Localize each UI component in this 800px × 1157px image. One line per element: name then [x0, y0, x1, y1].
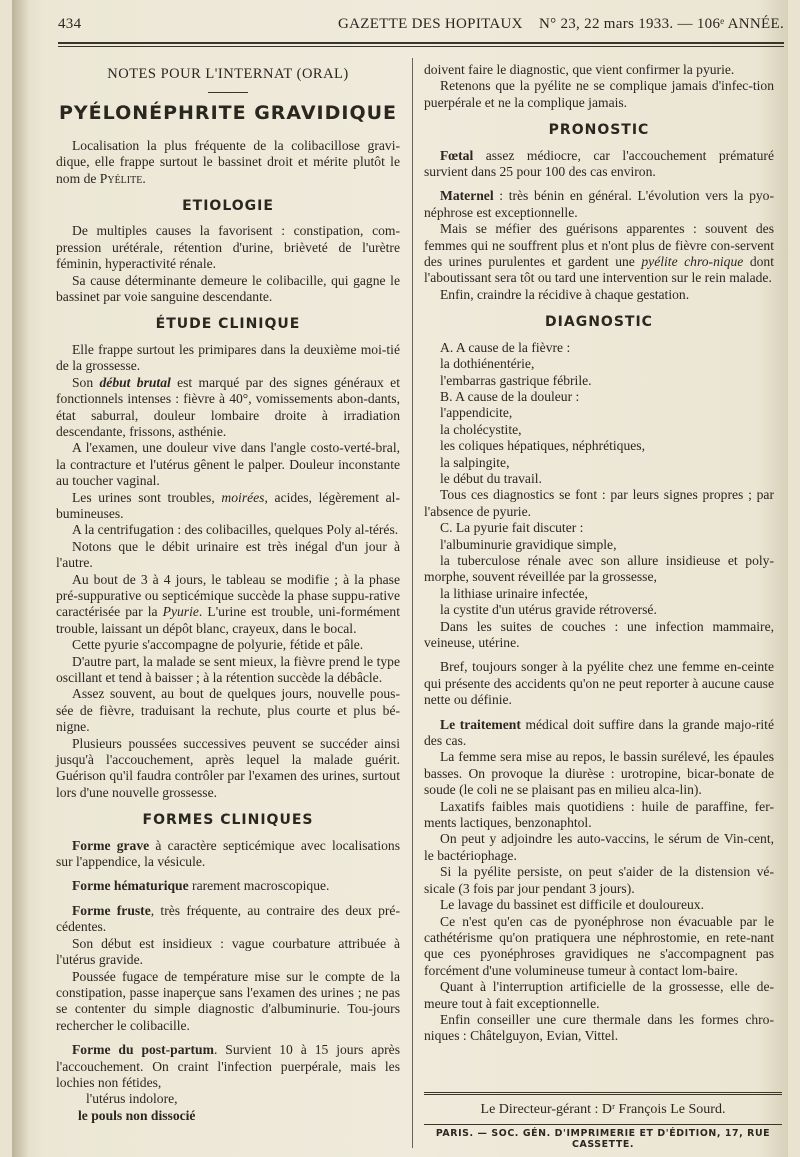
paragraph: Son début est insidieux : vague courbature attribuée à l'utérus gravide.	[56, 935, 400, 968]
paragraph: Quant à l'interruption artificielle de la grossesse, elle de-meure tout à fait exceptionnelle.	[424, 979, 774, 1011]
printer-imprint: PARIS. — SOC. GÉN. D'IMPRIMERIE ET D'ÉDITION, 17, RUE CASSETTE.	[435, 1128, 771, 1150]
list-item: la dothiénentérie,	[440, 356, 535, 372]
paragraph: Bref, toujours songer à la pyélite chez une femme en-ceinte qui présente des accidents qu'on ne peut reporter à aucune cause nette ou définie.	[424, 659, 774, 708]
paragraph: On peut y adjoindre les auto-vaccins, le sérum de Vin-cent, le bactériophage.	[424, 831, 774, 863]
list-item: l'albuminurie gravidique simple,	[440, 536, 617, 552]
heading-pronostic: PRONOSTIC	[548, 122, 650, 139]
paragraph: De multiples causes la favorisent : constipation, com-pression urétérale, rétention d'urine, brièveté de l'urètre féminin, hyperactivité rénale.	[56, 223, 400, 272]
paragraph: Tous ces diagnostics se font : par leurs signes propres ; par l'absence de pyurie.	[424, 487, 774, 519]
paragraph: Assez souvent, au bout de quelques jours, nouvelle pous-sée de fièvre, traduisant la rechute, plus courte et plus bé-nigne.	[56, 686, 400, 735]
heading-formes-cliniques: FORMES CLINIQUES	[142, 812, 314, 829]
paragraph: Forme grave à caractère septicémique avec localisations sur l'appendice, la vésicule.	[56, 837, 400, 870]
list-item: la cholécystite,	[440, 421, 522, 437]
heading-etiologie: ETIOLOGIE	[182, 198, 274, 215]
list-item: le début du travail.	[440, 470, 542, 486]
paragraph: Notons que le débit urinaire est très inégal d'un jour à l'autre.	[56, 538, 400, 571]
paragraph: Enfin conseiller une cure thermale dans les formes chro-niques : Châtelguyon, Evian, Vittel.	[424, 1011, 774, 1044]
paragraph: l'utérus indolore,	[86, 1091, 178, 1107]
paragraph: Plusieurs poussées successives peuvent se succéder ainsi jusqu'à l'accouchement, après lequel la malade guérit. Guérison qu'il faudra contrôler par l'examen des urines, surtout lors d'une nouvelle grossesse.	[56, 735, 400, 800]
list-item: l'appendicite,	[440, 405, 513, 421]
right-column	[424, 62, 774, 1045]
heading-diagnostic: DIAGNOSTIC	[545, 314, 653, 331]
paragraph: Retenons que la pyélite ne se complique jamais d'infec-tion puerpérale et ne la complique jamais.	[424, 78, 774, 110]
article-title: PYÉLONÉPHRITE GRAVIDIQUE	[58, 102, 398, 125]
intro-paragraph: Localisation la plus fréquente de la colibacillose gravi-dique, elle frappe surtout le bassinet droit et mérite plutôt le nom de Pyélite.	[56, 137, 400, 186]
paragraph: Sa cause déterminante demeure le colibacille, qui gagne le bassinet par voie sanguine descendante.	[56, 272, 400, 305]
paragraph: A. A cause de la fièvre :	[440, 339, 571, 355]
paragraph: Ce n'est qu'en cas de pyonéphrose non évacuable par le cathétérisme qu'on pratiquera une néphrostomie, en rete-nant que ces pyonéphroses gravidiques ne s'accompagnent pas forcément d'une volumineuse tumeur à contact lom-baire.	[424, 913, 774, 978]
paragraph: Au bout de 3 à 4 jours, le tableau se modifie ; à la phase pré-suppurative ou septicémique succède la phase suppu-rative caractérisée par la Pyurie. L'urine est trouble, uni-formément trouble, laissant un dépôt blanc, crayeux, dans le bocal.	[56, 571, 400, 636]
paragraph: le pouls non dissocié	[78, 1107, 196, 1123]
paragraph: Cette pyurie s'accompagne de polyurie, fétide et pâle.	[72, 637, 364, 653]
paragraph: Mais se méfier des guérisons apparentes : souvent des femmes qui ne souffrent plus et n'ont plus de fièvre con-servent des urines purulentes et gardent une pyélite chro-nique dont l'aboutissant sera tôt ou tard une intervention sur le rein malade.	[424, 221, 774, 286]
issue-info: N° 23, 22 mars 1933. — 106ᵉ ANNÉE.	[538, 16, 784, 32]
paragraph: Si la pyélite persiste, on peut s'aider de la distension vé-sicale (3 fois par jour pendant 3 jours).	[424, 864, 774, 896]
header-rule	[58, 42, 784, 44]
binding-shadow	[12, 0, 28, 1157]
paragraph: Dans les suites de couches : une infection mammaire, veineuse, utérine.	[424, 618, 774, 650]
list-item: les coliques hépatiques, néphrétiques,	[440, 438, 645, 454]
list-item: la tuberculose rénale avec son allure insidieuse et poly-morphe, souvent réveillée par la grossesse,	[424, 552, 774, 585]
paragraph: Fœtal assez médiocre, car l'accouchement prématuré survient dans 25 pour 100 des cas environ.	[424, 147, 774, 180]
header-rule-thin	[58, 46, 784, 47]
paragraph: Enfin, craindre la récidive à chaque gestation.	[440, 286, 690, 302]
running-header	[58, 16, 784, 38]
footer-rule-thin	[424, 1124, 782, 1125]
paragraph: Forme du post-partum. Survient 10 à 15 jours après l'accouchement. On craint l'infection puerpérale, mais les lochies non fétides,	[56, 1042, 400, 1090]
column-divider	[412, 58, 413, 1148]
paragraph: Forme hématurique rarement macroscopique.	[72, 878, 330, 894]
paragraph: La femme sera mise au repos, le bassin surélevé, les épaules basses. On provoque la diurèse : urotropine, bicar-bonate de soude (le coli ne se plaisant pas en milieu alca-lin).	[424, 749, 774, 798]
rubric-rule	[208, 92, 248, 93]
paragraph: A la centrifugation : des colibacilles, quelques Poly al-térés.	[72, 522, 399, 538]
paragraph: Son début brutal est marqué par des signes généraux et fonctionnels intenses : fièvre à 40°, vomissements abon-dants, état saburral, douleur lombaire droite à irradiation descendante, frissons, asthénie.	[56, 374, 400, 439]
paragraph: Laxatifs faibles mais quotidiens : huile de paraffine, fer-ments lactiques, benzonaphtol.	[424, 798, 774, 831]
paragraph: Elle frappe surtout les primipares dans la deuxième moi-tié de la grossesse.	[56, 341, 400, 374]
left-column	[56, 62, 400, 1124]
paragraph: Le traitement médical doit suffire dans la grande majo-rité des cas.	[424, 716, 774, 749]
director-signature: Le Directeur-gérant : Dʳ François Le Sourd.	[480, 1102, 726, 1117]
paragraph: Poussée fugace de température mise sur le compte de la constipation, passe inaperçue sans l'examen des urines ; ne pas se contenter du simple diagnostic d'albuminurie. Tou-jours rechercher le colibacille.	[56, 968, 400, 1033]
paragraph: D'autre part, la malade se sent mieux, la fièvre prend le type oscillant et tend à baisser ; à la rétention succède la débâcle.	[56, 653, 400, 685]
heading-etude-clinique: ÉTUDE CLINIQUE	[155, 316, 301, 333]
list-item: la lithiase urinaire infectée,	[440, 585, 588, 601]
list-item: la cystite d'un utérus gravide rétroversé.	[440, 602, 657, 618]
page-number: 434	[58, 16, 82, 32]
paragraph: Le lavage du bassinet est difficile et douloureux.	[440, 897, 704, 913]
footer-rule	[424, 1092, 782, 1095]
paragraph: doivent faire le diagnostic, que vient confirmer la pyurie.	[424, 62, 735, 77]
paragraph: B. A cause de la douleur :	[440, 388, 580, 404]
journal-title: GAZETTE DES HOPITAUX	[338, 16, 523, 32]
paragraph: A l'examen, une douleur vive dans l'angle costo-verté-bral, la contracture et l'utérus gênent le palper. Douleur inconstante au toucher vaginal.	[56, 440, 400, 489]
paragraph: Forme fruste, très fréquente, au contraire des deux pré-cédentes.	[56, 902, 400, 935]
paragraph: Les urines sont troubles, moirées, acides, légèrement al-bumineuses.	[56, 489, 400, 521]
rubric: NOTES POUR L'INTERNAT (ORAL)	[107, 66, 349, 82]
list-item: l'embarras gastrique fébrile.	[440, 372, 592, 388]
paragraph: Maternel : très bénin en général. L'évolution vers la pyo-néphrose est exceptionnelle.	[424, 188, 774, 220]
paragraph: C. La pyurie fait discuter :	[440, 520, 584, 536]
list-item: la salpingite,	[440, 454, 510, 470]
